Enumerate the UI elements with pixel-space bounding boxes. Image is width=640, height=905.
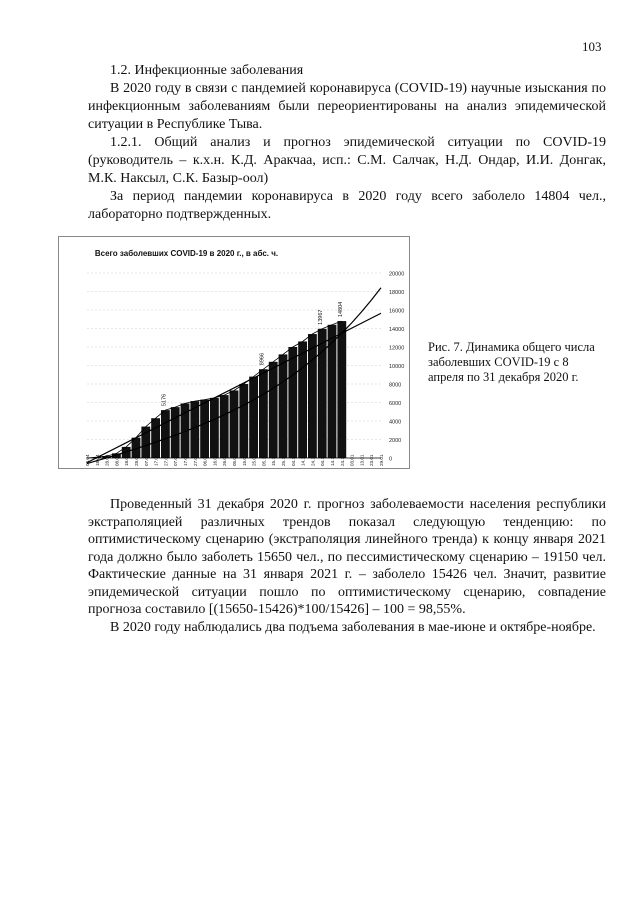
paragraph-subsection: 1.2.1. Общий анализ и прогноз эпидемической ситуации по COVID-19 (руководитель – к.х.н. К.Д. Аракчаа, исп.: С.М. Салчак, Н.Д. Ондар, И.И. Донгак, М.К. Наксыл, С.К. Базыр-оол) (88, 135, 606, 186)
x-tick-label: 25.09 (251, 454, 257, 466)
data-bar (259, 369, 268, 458)
data-bar (151, 418, 160, 458)
covid-chart (58, 236, 410, 469)
data-bar (298, 341, 307, 458)
data-bar (269, 362, 278, 458)
data-bar (279, 354, 288, 458)
x-tick-label: 18.05 (124, 454, 130, 466)
data-bar (230, 390, 239, 458)
x-tick-label: 07.06 (143, 454, 149, 466)
x-tick-label: 15.10 (271, 454, 277, 466)
paragraph-waves: В 2020 году наблюдались два подъема заболевания в мае-июне и октябре-ноябре. (110, 619, 596, 635)
x-tick-label: 03.01 (349, 454, 355, 466)
x-tick-label: 05.09 (232, 454, 237, 466)
x-tick-label: 17.06 (153, 454, 159, 466)
section-heading: 1.2. Инфекционные заболевания (110, 63, 304, 78)
x-tick-label: 07.07 (173, 454, 179, 466)
bottom-text (88, 496, 606, 636)
data-bar (288, 347, 297, 458)
chart-title: Всего заболевших COVID-19 в 2020 г., в абс. ч. (94, 249, 279, 258)
data-bar (220, 395, 229, 458)
data-bar (308, 334, 317, 458)
y-tick-label: 8000 (389, 382, 402, 389)
x-tick-label: 18.04 (94, 454, 100, 466)
x-tick-label: 08.05 (114, 454, 120, 466)
data-label: 13967 (318, 309, 325, 325)
data-bar (239, 384, 248, 458)
data-label: 5176 (161, 393, 168, 407)
x-tick-label: 27.06 (163, 454, 169, 466)
y-tick-label: 10000 (389, 364, 405, 370)
page-number: 103 (582, 39, 602, 54)
x-tick-label: 13.01 (359, 454, 365, 466)
x-tick-label: 16.08 (212, 454, 218, 466)
x-tick-label: 28.04 (104, 454, 110, 466)
x-tick-label: 06.08 (202, 454, 208, 466)
data-bar (161, 410, 170, 458)
x-tick-label: 17.07 (183, 454, 188, 466)
x-tick-label: 29.01 (379, 454, 384, 466)
data-bar (200, 400, 209, 458)
x-tick-label: 08.04 (85, 454, 90, 466)
y-tick-label: 4000 (389, 419, 402, 426)
x-tick-label: 05.10 (261, 454, 267, 466)
y-tick-label: 0 (389, 456, 393, 463)
data-label: 14804 (337, 301, 344, 318)
x-tick-label: 15.09 (241, 454, 247, 466)
data-label: 8966 (259, 352, 266, 366)
x-tick-label: 04.11 (290, 454, 296, 466)
x-tick-label: 23.01 (369, 454, 375, 466)
x-tick-label: 14.12 (330, 454, 335, 466)
x-tick-label: 14.11 (300, 454, 306, 466)
paragraph-forecast: Проведенный 31 декабря 2020 г. прогноз заболеваемости населения республики экстраполяцией различных трендов показал следующую тенденцию: по оптимистическому сценарию (экстраполяция линейного тренда) к концу января 2021 года должно было заболеть 15650 чел., по пессимистическому сценарию – 19150 чел. Фактические данные на 31 января 2021 г. – заболело 15426 чел. Значит, развитие эпидемической ситуации пошло по оптимистическому сценарию, совпадение прогноза составило [(15650-15426)*100/15426] – 100 = 98,55%. (88, 497, 606, 617)
data-bar (337, 321, 346, 458)
x-tick-label: 24.11 (310, 454, 316, 466)
chart-svg (59, 237, 409, 468)
paragraph-total: За период пандемии коронавируса в 2020 году всего заболело 14804 чел., лабораторно подтвержденных. (88, 189, 606, 222)
y-tick-label: 6000 (389, 401, 402, 407)
x-tick-label: 26.08 (222, 454, 228, 466)
y-tick-label: 12000 (389, 345, 405, 352)
y-tick-label: 20000 (389, 271, 405, 278)
y-tick-label: 2000 (389, 438, 402, 444)
paragraph-intro: В 2020 году в связи с пандемией коронавируса (COVID-19) научные изыскания по инфекционным заболеваниям были переориентированы на анализ эпидемической ситуации в Республике Тыва. (88, 81, 606, 132)
x-tick-label: 04.12 (320, 454, 326, 466)
x-tick-label: 27.07 (192, 454, 198, 466)
x-tick-label: 28.05 (134, 454, 139, 466)
data-bar (171, 407, 180, 458)
y-tick-label: 18000 (389, 290, 405, 296)
data-bar (210, 398, 219, 458)
x-tick-label: 24.12 (339, 454, 345, 466)
data-bar (249, 377, 258, 458)
figure-caption: Рис. 7. Динамика общего числа заболевших COVID-19 с 8 апреля по 31 декабря 2020 г. (428, 340, 595, 384)
x-tick-label: 25.10 (281, 454, 286, 466)
y-tick-label: 16000 (389, 308, 405, 315)
top-text (88, 62, 606, 224)
y-tick-label: 14000 (389, 327, 405, 333)
